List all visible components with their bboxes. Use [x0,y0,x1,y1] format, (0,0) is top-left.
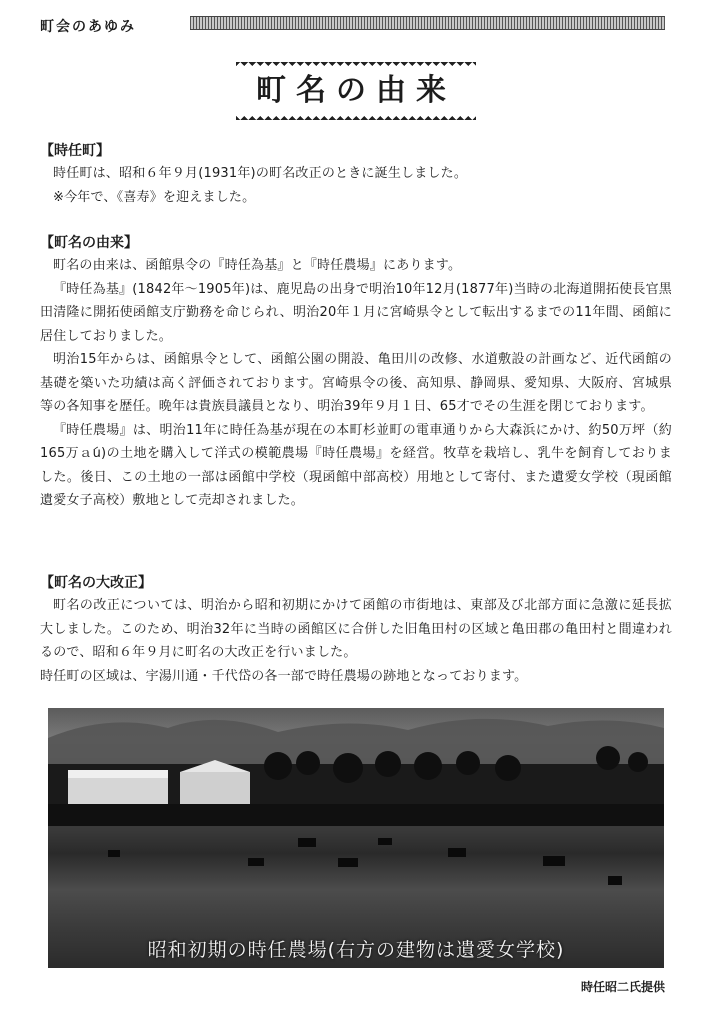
paragraph: 『時任為基』(1842年～1905年)は、鹿児島の出身で明治10年12月(1877年)当時の北海道開拓使長官黒田清隆に開拓使函館支庁勤務を命じられ、明治20年１月に宮崎県令として転出するまでの11年間、函館に居住しておりました。 [40,281,672,344]
farm-photo [48,708,664,968]
title-block [236,62,476,120]
page-title: 町名の由来 [256,73,456,108]
section-heading: 【町名の大改正】 [40,575,152,591]
paragraph: 町名の由来は、函館県令の『時任為基』と『時任農場』にあります。 [53,258,462,273]
paragraph: 明治15年からは、函館県令として、函館公園の開設、亀田川の改修、水道敷設の計画など、近代函館の基礎を築いた功績は高く評価されております。宮崎県令の後、高知県、静岡県、愛知県、大阪府、宮城県等の各知事を歴任。晩年は貴族員議員となり、明治39年９月１日、65才でその生涯を閉じております。 [40,352,672,414]
paragraph: 時任町の区域は、宇湯川通・千代岱の各一部で時任農場の跡地となっております。 [40,668,528,684]
photo-credit: 時任昭二氏提供 [580,980,665,994]
title-zigzag-top [236,62,476,69]
photo-caption: 昭和初期の時任農場(右方の建物は遺愛女学校) [147,939,565,961]
section-heading: 【時任町】 [40,143,110,159]
section-reform [40,572,672,688]
section-tokitoucho [40,140,672,209]
paragraph: 時任町は、昭和６年９月(1931年)の町名改正のときに誕生しました。 [53,166,468,181]
paragraph: 町名の改正については、明治から昭和初期にかけて函館の市街地は、東部及び北部方面に急激に延長拡大しました。このため、明治32年に当時の函館区に合併した旧亀田村の区域と亀田郡の亀田村と間違われるので、昭和６年９月に町名の大改正を行いました。 [40,598,672,660]
section-heading: 【町名の由来】 [40,235,138,251]
title-zigzag-bottom [236,113,476,120]
section-origin [40,232,672,513]
header-label: 町会のあゆみ [40,19,136,35]
paragraph: 『時任農場』は、明治11年に時任為基が現在の本町杉並町の電車通りから大森浜にかけ、約50万坪（約165万ａ́u)の土地を購入して洋式の模範農場『時任農場』を経営。牧草を栽培し、乳牛を飼育しておりました。後日、この土地の一部は函館中学校（現函館中部高校）用地として寄付、また遺愛女学校（現函館遺愛女子高校）敷地として売却されました。 [40,422,672,508]
header-rule [190,16,665,30]
farm-photo-illustration [48,708,664,968]
paragraph: ※今年で、《喜寿》を迎えました。 [53,189,256,205]
